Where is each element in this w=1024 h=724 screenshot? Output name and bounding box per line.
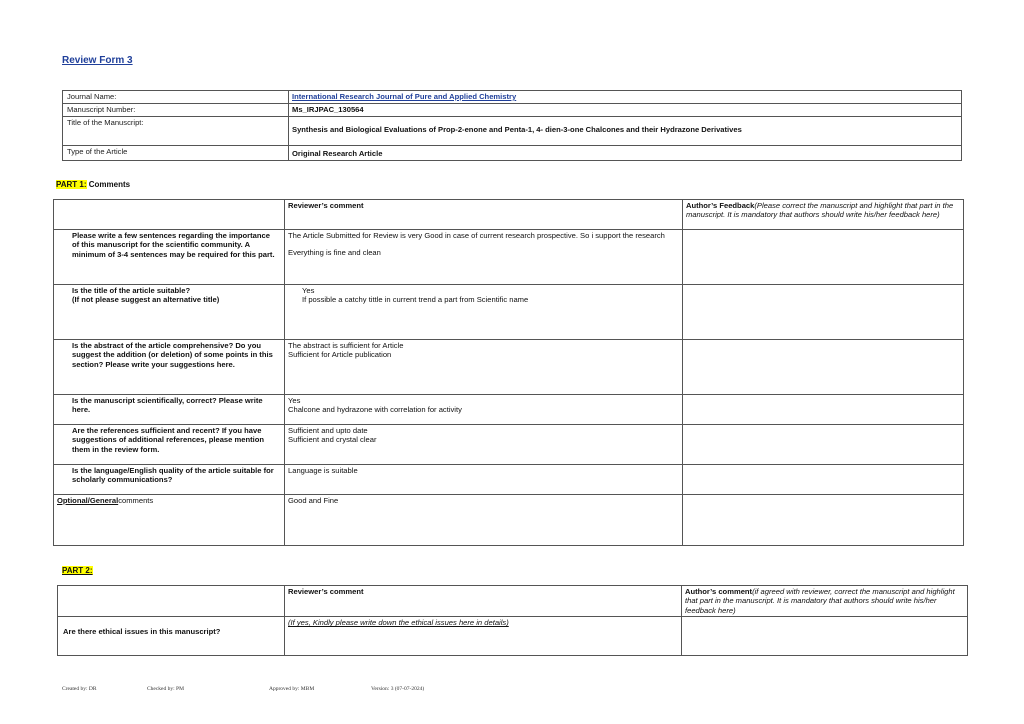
- question-references: Are the references sufficient and recent? If you have suggestions of additional references, please mention them in the review form.: [54, 425, 285, 465]
- article-type-label: Type of the Article: [63, 146, 289, 161]
- form-title: Review Form 3: [62, 55, 133, 66]
- header-reviewer-comment: Reviewer’s comment: [285, 200, 683, 230]
- table-row: [54, 285, 964, 340]
- manuscript-info-table: [62, 90, 962, 161]
- reviewer-comment[interactable]: [285, 340, 683, 395]
- comment-line: Sufficient and upto date: [288, 426, 368, 435]
- header-author-comment: [682, 586, 968, 617]
- footer-checked: Checked by: PM: [147, 686, 184, 692]
- author-comment-title: Author’s comment: [685, 587, 753, 596]
- question-importance: Please write a few sentences regarding the importance of this manuscript for the scientific community. A minimum of 3-4 sentences may be required for this part.: [54, 230, 285, 285]
- author-feedback-cell[interactable]: [683, 465, 964, 495]
- question-abstract: Is the abstract of the article comprehensive? Do you suggest the addition (or deletion) of some points in this section? Please write your suggestions here.: [54, 340, 285, 395]
- optional-suffix: comments: [118, 496, 154, 505]
- question-line: Is the title of the article suitable?: [72, 286, 191, 295]
- comment-line: Yes: [288, 396, 301, 405]
- reviewer-comment[interactable]: [285, 425, 683, 465]
- author-feedback-note: (Please correct the manuscript and highlight that part in the manuscript. It is mandatory that authors should write his/her feedback here): [686, 201, 954, 220]
- question-line: (If not please suggest an alternative title): [72, 295, 220, 305]
- header-question-cell: [58, 586, 285, 617]
- table-row: [54, 340, 964, 395]
- journal-link[interactable]: International Research Journal of Pure and Applied Chemistry: [289, 91, 962, 104]
- comment-line: If possible a catchy tittle in current trend a part from Scientific name: [302, 295, 529, 305]
- author-comment-cell[interactable]: [682, 617, 968, 656]
- journal-label: Journal Name:: [63, 91, 289, 104]
- optional-label: Optional/General: [57, 496, 119, 505]
- manuscript-number-label: Manuscript Number:: [63, 104, 289, 117]
- manuscript-title-label: Title of the Manuscript:: [63, 117, 289, 146]
- comment-line: Good and Fine: [288, 496, 339, 505]
- footer-approved: Approved by: MBM: [269, 686, 315, 692]
- header-question-cell: [54, 200, 285, 230]
- part1-label: PART 1:: [56, 180, 87, 189]
- comment-line: Language is suitable: [288, 466, 358, 475]
- reviewer-comment[interactable]: [285, 285, 683, 340]
- comment-line: Sufficient and crystal clear: [288, 435, 377, 445]
- author-feedback-cell[interactable]: [683, 395, 964, 425]
- reviewer-comment[interactable]: [285, 617, 682, 656]
- comment-line: Everything is fine and clean: [288, 248, 381, 258]
- header-reviewer-comment: Reviewer’s comment: [285, 586, 682, 617]
- question-language: Is the language/English quality of the article suitable for scholarly communications?: [54, 465, 285, 495]
- footer-created: Created by: DR: [62, 686, 97, 692]
- table-row: [58, 617, 968, 656]
- part1-label-suffix: Comments: [86, 180, 131, 189]
- part2-label: PART 2:: [62, 566, 93, 575]
- reviewer-comment[interactable]: [285, 465, 683, 495]
- author-feedback-cell[interactable]: [683, 340, 964, 395]
- question-scientific: Is the manuscript scientifically, correct? Please write here.: [54, 395, 285, 425]
- part2-ethics-table: [57, 585, 968, 656]
- manuscript-number-value: Ms_IRJPAC_130564: [289, 104, 962, 117]
- article-type-value: Original Research Article: [289, 146, 962, 161]
- comment-line: The abstract is sufficient for Article: [288, 341, 404, 350]
- reviewer-comment[interactable]: [285, 395, 683, 425]
- comment-line: Sufficient for Article publication: [288, 350, 392, 360]
- comment-line: The Article Submitted for Review is very Good in case of current research prospective. So i support the research: [288, 231, 665, 240]
- question-title: [54, 285, 285, 340]
- author-feedback-cell[interactable]: [683, 425, 964, 465]
- comment-line: Yes: [302, 286, 315, 295]
- manuscript-title-value: Synthesis and Biological Evaluations of Prop-2-enone and Penta-1, 4- dien-3-one Chalcones and their Hydrazone Derivatives: [289, 117, 962, 146]
- table-row: [54, 495, 964, 546]
- reviewer-comment[interactable]: [285, 495, 683, 546]
- author-feedback-cell[interactable]: [683, 285, 964, 340]
- author-feedback-cell[interactable]: [683, 230, 964, 285]
- ethics-placeholder: (If yes, Kindly please write down the ethical issues here in details): [288, 618, 509, 628]
- comment-line: Chalcone and hydrazone with correlation for activity: [288, 405, 462, 415]
- author-feedback-cell[interactable]: [683, 495, 964, 546]
- optional-comments-label: [54, 495, 285, 546]
- table-row: [54, 425, 964, 465]
- part2-heading: [62, 566, 93, 575]
- part1-comments-table: [53, 199, 964, 546]
- footer-version: Version: 3 (07-07-2024): [371, 686, 425, 692]
- author-comment-note: (if agreed with reviewer, correct the manuscript and highlight that part in the manuscript. It is mandatory that authors should write his/her feedback here): [685, 587, 955, 615]
- table-row: [54, 230, 964, 285]
- table-row: [54, 395, 964, 425]
- reviewer-comment[interactable]: [285, 230, 683, 285]
- author-feedback-title: Author’s Feedback: [686, 201, 755, 210]
- part1-heading: [56, 180, 130, 189]
- header-author-feedback: [683, 200, 964, 230]
- table-row: [54, 465, 964, 495]
- question-ethics: Are there ethical issues in this manuscript?: [58, 617, 285, 656]
